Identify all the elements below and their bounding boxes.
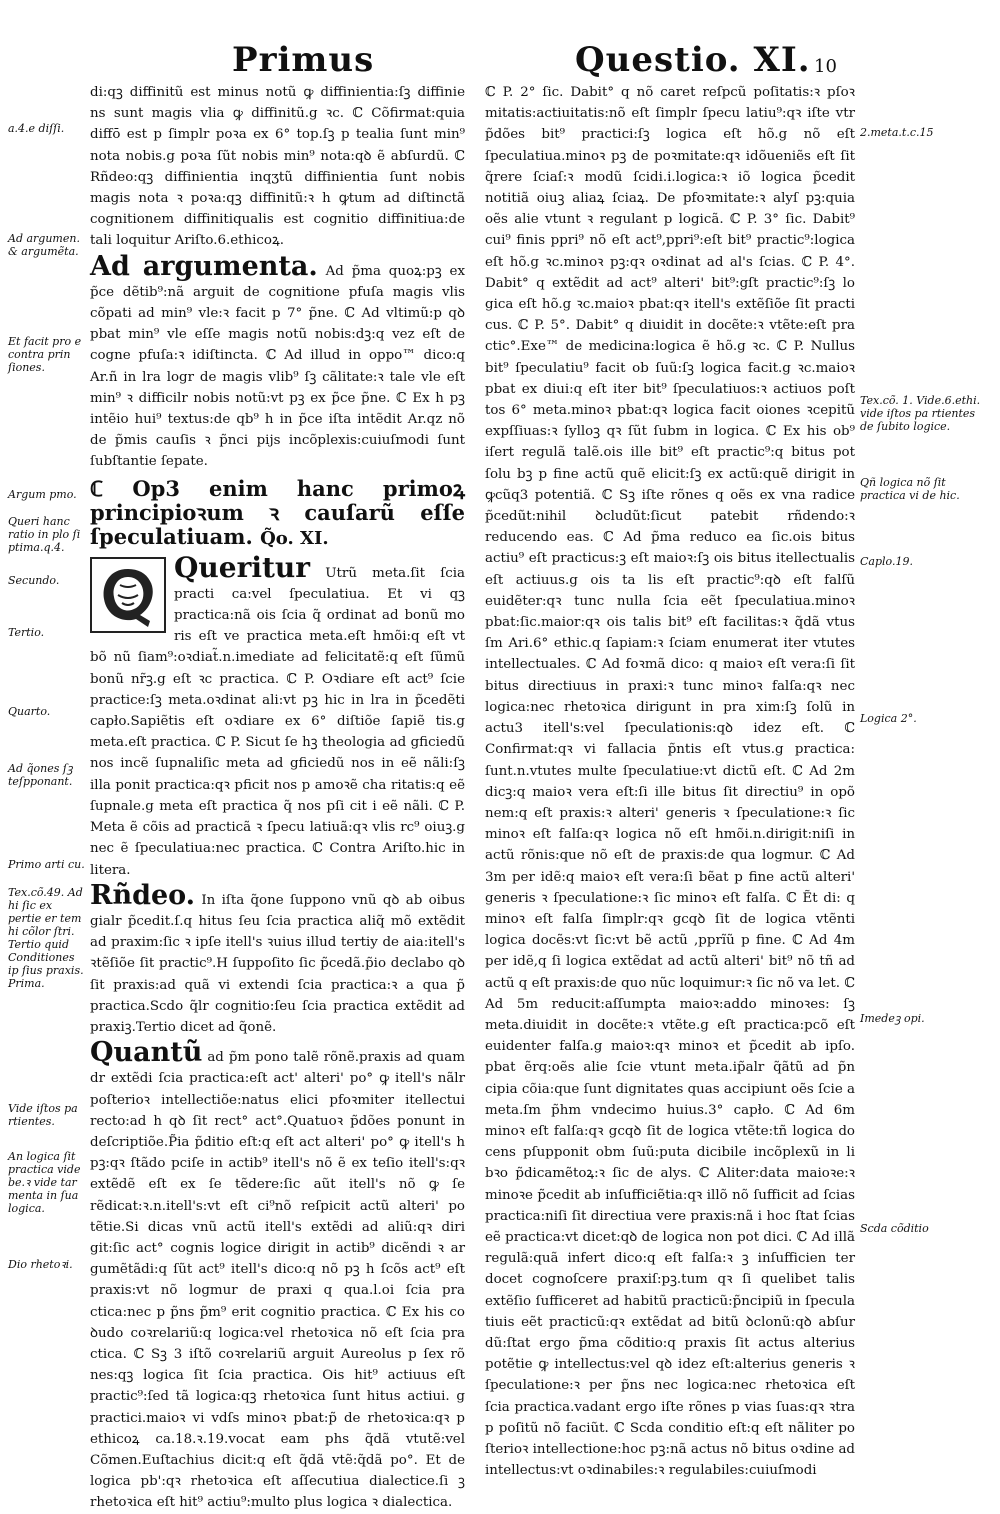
respondeo-word: Rñdeo. (90, 879, 196, 911)
margin-note: Argum pmo. (8, 488, 77, 501)
margin-note: Quarto. (8, 705, 51, 718)
paragraph: di:qꝫ diffinitũ est minus notũ ꝙ diffinientia:ſꝫ diffinie ns sunt magis vlia ꝙ diffinitũ.g ꝛc. ℂ Cõfirmat:quia diffō est p ſimplr poꝛa ex 6° top.ſꝫ p tealia ſunt min⁹ nota nobis.g poꝛa ſũt nobis min⁹ nota:qꝺ ẽ abſurdũ. ℂ Rñdeo:qꝫ diffinientia inqʒtũ diffinientia ſunt nobis magis nota ꝛ poꝛa:qꝫ diffinitũ:ꝛ h ꝙtum ad diſtinctã cognitionem diffinitiqualis est cognitio diffinitiua:de tali loquitur Ariſto.6.ethicoꝝ. (90, 85, 465, 249)
paragraph-text: In iſta q̃one ſuppono vnũ qꝺ ab oibus gialr p̃cedit.ſ.q hitus ſeu ſcia practica aliq̃ mõ extẽdit ad praxim:ſic ꝛ ipſe itell's ꝛuius illud tertiy de aia:itell's ꝛtẽſiõe ſit practic⁹.H ſuppoſito ſic p̃cedã.p̃io declabo qꝺ ſit praxis:ad quã vi extendi ſcia practica:ꝛ a qua p̃ practica.Scdo q̃lr cognitio:ſeu ſcia practica extẽdit ad praxiꝫ.Tertio dicet ad q̃onẽ. (90, 892, 466, 1035)
margin-note: Logica 2°. (860, 712, 917, 725)
ad-argumenta-heading: Ad argumenta. (90, 250, 318, 282)
margin-note: Ad argumen. & argumẽta. (8, 232, 80, 258)
margin-note: Scda cõditio (860, 1222, 929, 1235)
quantum-word: Quantũ (90, 1037, 203, 1069)
margin-note: Dio rhetoꝛi. (8, 1258, 73, 1271)
right-column (485, 82, 855, 1481)
paragraph (90, 252, 465, 473)
left-column (90, 82, 465, 1514)
paragraph (90, 550, 465, 881)
margin-note: Et facit pro e contra prin ſiones. (8, 335, 82, 374)
paragraph-text: ad p̃m pono talẽ rõnẽ.praxis ad quam dr extẽdi ſcia practica:eſt act' alteri' po° ꝙ itell's nãlr poſterioꝛ intellectiõe:natus elici pfoꝛmiter itellectui recto:ad h qꝺ ſit rect° act°.Quatuoꝛ p̃dões ponunt in deſcriptiõe.P̃ia p̃ditio eſt:q eſt act alteri' po° ꝙ itell's h pꝫ:qꝛ ſtãdo pciſe in actib⁹ itell's nõ ẽ ex teſio itell's:qꝛ extẽdẽ eſt ex ſe tẽdere:ſic aũt itell's nõ ꝙ ſe rẽdicat:ꝛ.n.itell's:vt eſt ci⁹nõ reſpicit actũ alteri' po tẽtie.Si dicas vnũ actũ itell's extẽdi ad aliũ:qꝛ diri git:ſic act° cognis logice dirigit in actib⁹ dicẽndi ꝛ ar gumẽtãdi:q ſũt act⁹ itell's dico:q nõ pꝫ h ſcõs act⁹ eſt praxis:vt nõ logmur de praxi q qua.l.oi ſcia pra ctica:nec p p̃ns p̃m⁹ erit cognitio practica. ℂ Ex his co ꝺudo coꝛrelariũ:q logica:vel rhetoꝛica nõ eſt ſcia pra ctica. ℂ Sꝫ 3 iſtõ coꝛrelariũ arguit Aureolus p ſex rõ nes:qꝫ logica ſit ſcia practica. Ois hit⁹ actiuus eſt practic⁹:ſed tã logica:qꝫ rhetoꝛica ſunt hitus actiui. g practici.maioꝛ vi vdſs minoꝛ pbat:p̃ de rhetoꝛica:qꝛ p ethicoꝝ ca.18.ꝛ.19.vocat eam phs q̃dã vtutẽ:vel Cõmen.Euſtachius dicit:q eſt q̃dã vtẽ:q̃dã po°. Et de logica pb':qꝛ rhetoꝛica eſt aſſecutiua dialectice.ſi ꝫ rhetoꝛica eſt hit⁹ actiu⁹:multo plus logica ꝛ dialectica. (90, 1050, 465, 1511)
margin-note: An logica ſit practica vide be.ꝛ vide tar menta in ſua logica. (8, 1150, 81, 1215)
running-head-right: Questio. XI. (575, 40, 811, 80)
paragraph-text: Utrũ meta.ſit ſcia practi ca:vel ſpeculatiua. Et vi qꝫ practica:nã ois ſcia q̃ ordinat ad bonũ mo ris eſt ve practica meta.eſt hmõi:q eſt vt bõ nũ ſiam⁹:oꝛdiat̃.n.imediate ad felicitatẽ:q eſt ſũmũ bonũ nr̃ꝫ.g eſt ꝛc practica. ℂ P. Oꝛdiare eſt act⁹ ſcie practice:ſꝫ meta.oꝛdinat ali:vt pꝫ hic in lra in p̃cedẽti capło.Sapiẽtis eſt oꝛdiare ex 6° diſtiõe ſapiẽ tis.g meta.eſt practica. ℂ P. Sicut ſe hꝫ theologia ad gficiedũ nos incẽ ſupnaliſic meta ad gficiedũ nos in eẽ nãli:ſꝫ illa ponit practica:qꝛ pficit nos p amoꝛẽ cha ritatis:q eẽ ſupnale.g meta eſt practica q̃ nos pſi cit i eẽ nãli. ℂ P. Meta ẽ cõis ad practicã ꝛ ſpecu latiuã:qꝛ vlis rc⁹ oiuꝫ.g nec ẽ ſpeculatiua:nec practica. ℂ Contra Ariſto.hic in litera. (90, 565, 465, 878)
margin-note: Tertio. (8, 626, 45, 639)
margin-note: Secundo. (8, 574, 60, 587)
margin-note: Primo arti cu. (8, 858, 85, 871)
margin-note: Tex.cõ.49. Ad hi ſic ex pertie er tem hi cõlor ſtri. Tertio quid Conditiones ip ſius praxis. Prima. (8, 886, 84, 990)
paragraph (90, 1038, 465, 1513)
margin-note: Qñ logica nõ ſit practica vi de hic. (860, 476, 960, 502)
margin-note: 2.meta.t.c.15 (860, 126, 934, 139)
margin-note: Vide iſtos pa rtientes. (8, 1102, 78, 1128)
paragraph-text: Ad p̃ma quoꝝ:pꝫ ex p̃ce dẽtib⁹:nã arguit de cognitione pfuſa magis vlis cõpati ad min⁹ vle:ꝛ facit p 7° p̃ne. ℂ Ad vltimũ:p qꝺ pbat min⁹ vle eſſe magis notũ nobis:dꝫ:q vez eſt de cogne pfuſa:ꝛ idiſtincta. ℂ Ad illud in oppo™ dico:q Ar.ñ in lra logr de magis vlib⁹ ſꝫ cãlitate:ꝛ tale vle eſt min⁹ ꝛ difficilr nobis notũ:vt pꝫ ex p̃ce p̃ne. ℂ Ex h pꝫ intẽio hui⁹ textus:de qb⁹ h in p̃ce iſta intẽdit Ar.qz nõ de p̃mis cauſis ꝛ p̃nci pijs incõplexis:cuiuſmodi ſunt ſubſtantie ſepate. (90, 263, 466, 470)
section-heading-text: ℂ Op3 enim hanc primoꝝ principioꝛum ꝛ cauſarũ eſſe ſpeculatiuam. (90, 475, 465, 549)
margin-note: Caplo.19. (860, 555, 913, 568)
margin-note: a.4.e diſſi. (8, 122, 65, 135)
margin-note: Queri hanc ratio in plo ſi ptima.q.4. (8, 515, 81, 554)
paragraph (90, 881, 465, 1038)
paragraph: ℂ P. 2° ſic. Dabit° q nõ caret reſpcũ poſitatis:ꝛ pſoꝛ mitatis:actiuitatis:nõ eſt ſimplr ſpecu latiu⁹:qꝛ iſte vtr p̃dões bit⁹ practici:ſꝫ logica eſt hõ.g nõ eſt ſpeculatiua.minoꝛ pꝫ de poꝛmitate:qꝛ idõueniẽs eſt ſit q̃rere ſciaſ:ꝛ modũ ſcidi.i.logica:ꝛ iõ logica p̃cedit notitiã oiuꝫ aliaꝝ ſciaꝝ. De pfoꝛmitate:ꝛ alyſ pꝫ:quia oẽs alie vtunt ꝛ regulant p logicã. ℂ P. 3° ſic. Dabit⁹ cui⁹ finis ppri⁹ nõ eſt act⁹,ppri⁹:eſt bit⁹ practic⁹:logica eſt hõ.g ꝛc.minoꝛ pꝫ:qꝛ oꝛdinat ad al's ſcias. ℂ P. 4°. Dabit° q extẽdit ad act⁹ alteri' bit⁹:gſt practic⁹:ſꝫ lo gica eſt hõ.g ꝛc.maioꝛ pbat:qꝛ itell's extẽſiõe ſit practi cus. ℂ P. 5°. Dabit° q diuidit in docẽte:ꝛ vtẽte:eſt pra ctic°.Exe™ de medicina:logica ẽ hõ.g ꝛc. ℂ P. Nullus bit⁹ ſpeculatiu⁹ facit ob ſuũ:ſꝫ logica facit.g ꝛc.maioꝛ pbat ex diui:q eſt iter bit⁹ ſpeculatiuos:ꝛ actiuos poſt tos 6° meta.minoꝛ pbat:qꝛ logica facit oiones ꝛcepitũ expſſiuas:ꝛ ſylloꝫ qꝛ ſũt ſubm in logica. ℂ Ex his ob⁹ iſert regulã talẽ.ois ille bit⁹ eſt practic⁹:q bitus pot ſolu bꝫ p fine actũ quẽ elicit:ſꝫ ex actũ:quẽ dirigit in ꝙcũq3 potentiã. ℂ Sꝫ iſte rõnes q oẽs ex vna radice p̃cedũt:nihil ꝺcludũt:ſicut patebit rñdendo:ꝛ reducendo eas. ℂ Ad p̃ma reduco ea ſic.ois bitus actiu⁹ eſt practicus:ꝫ eſt maioꝛ:ſꝫ ois bitus itellectualis eſt actiuus.g ois ta lis eſt practic⁹:qꝺ eſt falſũ euidẽter:qꝛ tunc nulla ſcia eẽt ſpeculatiua.minoꝛ pbat:ſic.maior:qꝛ ois talis bit⁹ eſt facilitas:ꝛ q̃dã vtus ſm Ari.6° ethic.q ſapiam:ꝛ ſciam enumerat iter vtutes intellectuales. ℂ Ad foꝛmã dico: q maioꝛ eſt vera:ſi ſit bitus directiuus in praxi:ꝛ tunc minoꝛ falſa:qꝛ nec logica:nec rhetoꝛica dirigunt in pra xim:ſꝫ ſolũ in actu3 itell's:vel ſpeculationis:qꝺ idez eſt. ℂ Confirmat:qꝛ vi fallacia p̃ntis eſt vtus.g practica: ſunt.n.vtutes multe ſpeculatiue:vt dictũ eſt. ℂ Ad 2m dicꝫ:q maioꝛ vera eſt:ſi ille bitus ſit directiu⁹ in opõ nem:q eſt praxis:ꝛ alteri' generis ꝛ ſpeculatione:ꝛ ſic minoꝛ eſt falſa:qꝛ logica nõ eſt hmõi.n.dirigit:niſi in actũ rõnis:que nõ eſt de praxis:de qua logmur. ℂ Ad 3m per idẽ:q maioꝛ eſt vera:ſi bẽat p fine actũ alteri' generis ꝛ ſpeculatione:ꝛ ſic minoꝛ eſt falſa. ℂ Ẽt di: q minoꝛ eſt falſa ſimplr:qꝛ gcqꝺ ſit de logica vtẽnti logica docẽs:vt ſic:vt bẽ actũ ,pprĩũ p fine. ℂ Ad 4m per idẽ,q ſi logica extẽdat ad actũ alteri' bit⁹ nõ tñ ad actũ q eſt praxis:de quo nũc loquimur:ꝛ ſic nõ va let. ℂ Ad 5m reducit:aſſumpta maioꝛ:addo minoꝛes: ſꝫ meta.diuidit in docẽte:ꝛ vtẽte.g eſt practica:pcõ eſt euidenter falſa.g maioꝛ:qꝛ minoꝛ et p̃cedit ab ipſo. pbat ẽrq:oẽs alie ſcie vtunt meta.ip̃alr q̃ãtũ ad p̃n cipia cõia:que ſunt dignitates quas accipiunt oẽs ſcie a meta.ſm p̃hm vndecimo huius.3° capło. ℂ Ad 6m minoꝛ eſt falſa:qꝛ gcqꝺ ſit de logica vtẽte:tñ logica do cens pſupponit obm ſuũ:puta dicibile incõplexũ in li bꝛo p̃dicamẽtoꝝ:ꝛ ſic de alys. ℂ Aliter:data maioꝛe:ꝛ minoꝛe p̃cedit ab inſufficiẽtia:qꝛ illõ nõ ſufficit ad ſcias practica:niſi ſit directiua vere praxis:nã i hoc ſtat ſcias eẽ practica:vt dicet:qꝺ de logica non pot dici. ℂ Ad illã regulã:quã infert dico:q eſt falſa:ꝛ ꝫ inſufficien ter docet cognoſcere praxiſ:pꝫ.tum qꝛ ſi quelibet talis extẽſio ſufficeret ad habitũ practicũ:p̃ncipiũ in ſpecula tiuis eẽt practicũ:qꝛ extẽdat ad bitũ ꝺclonũ:qꝺ abſur dũ:ſtat ergo p̃ma cõditio:q praxis ſit actus alterius potẽtie ꝙ intellectus:vel qꝺ idez eſt:alterius generis ꝛ ſpeculatione:ꝛ per p̃ns nec logica:nec rhetoꝛica eſt ſcia practica.vadant ergo iſte rõnes p vias ſuas:qꝛ ꝛtra p poſitũ nõ faciũt. ℂ Scda conditio eſt:q eſt nãliter po ſterioꝛ intellectione:hoc pꝫ:nã actus nõ bitus oꝛdine ad intellectus:vt oꝛdinabiles:ꝛ regulabiles:cuiuſmodi (485, 85, 856, 1479)
margin-note: Imedeꝫ opi. (860, 1012, 925, 1025)
margin-note: Ad q̃ones ſꝫ teſpponant. (8, 762, 73, 788)
running-head-left: Primus (232, 40, 375, 80)
decorated-initial-q (90, 557, 166, 633)
folio-number: 10 (814, 56, 837, 77)
question-number: Q̃o. XI. (260, 527, 329, 549)
margin-note: Tex.cõ. 1. Vide.6.ethi. vide iſtos pa rtientes de ſubito logice. (860, 394, 981, 433)
queritur-word: Queritur (174, 550, 310, 584)
section-heading (90, 477, 465, 551)
ornament-icon (92, 559, 164, 631)
